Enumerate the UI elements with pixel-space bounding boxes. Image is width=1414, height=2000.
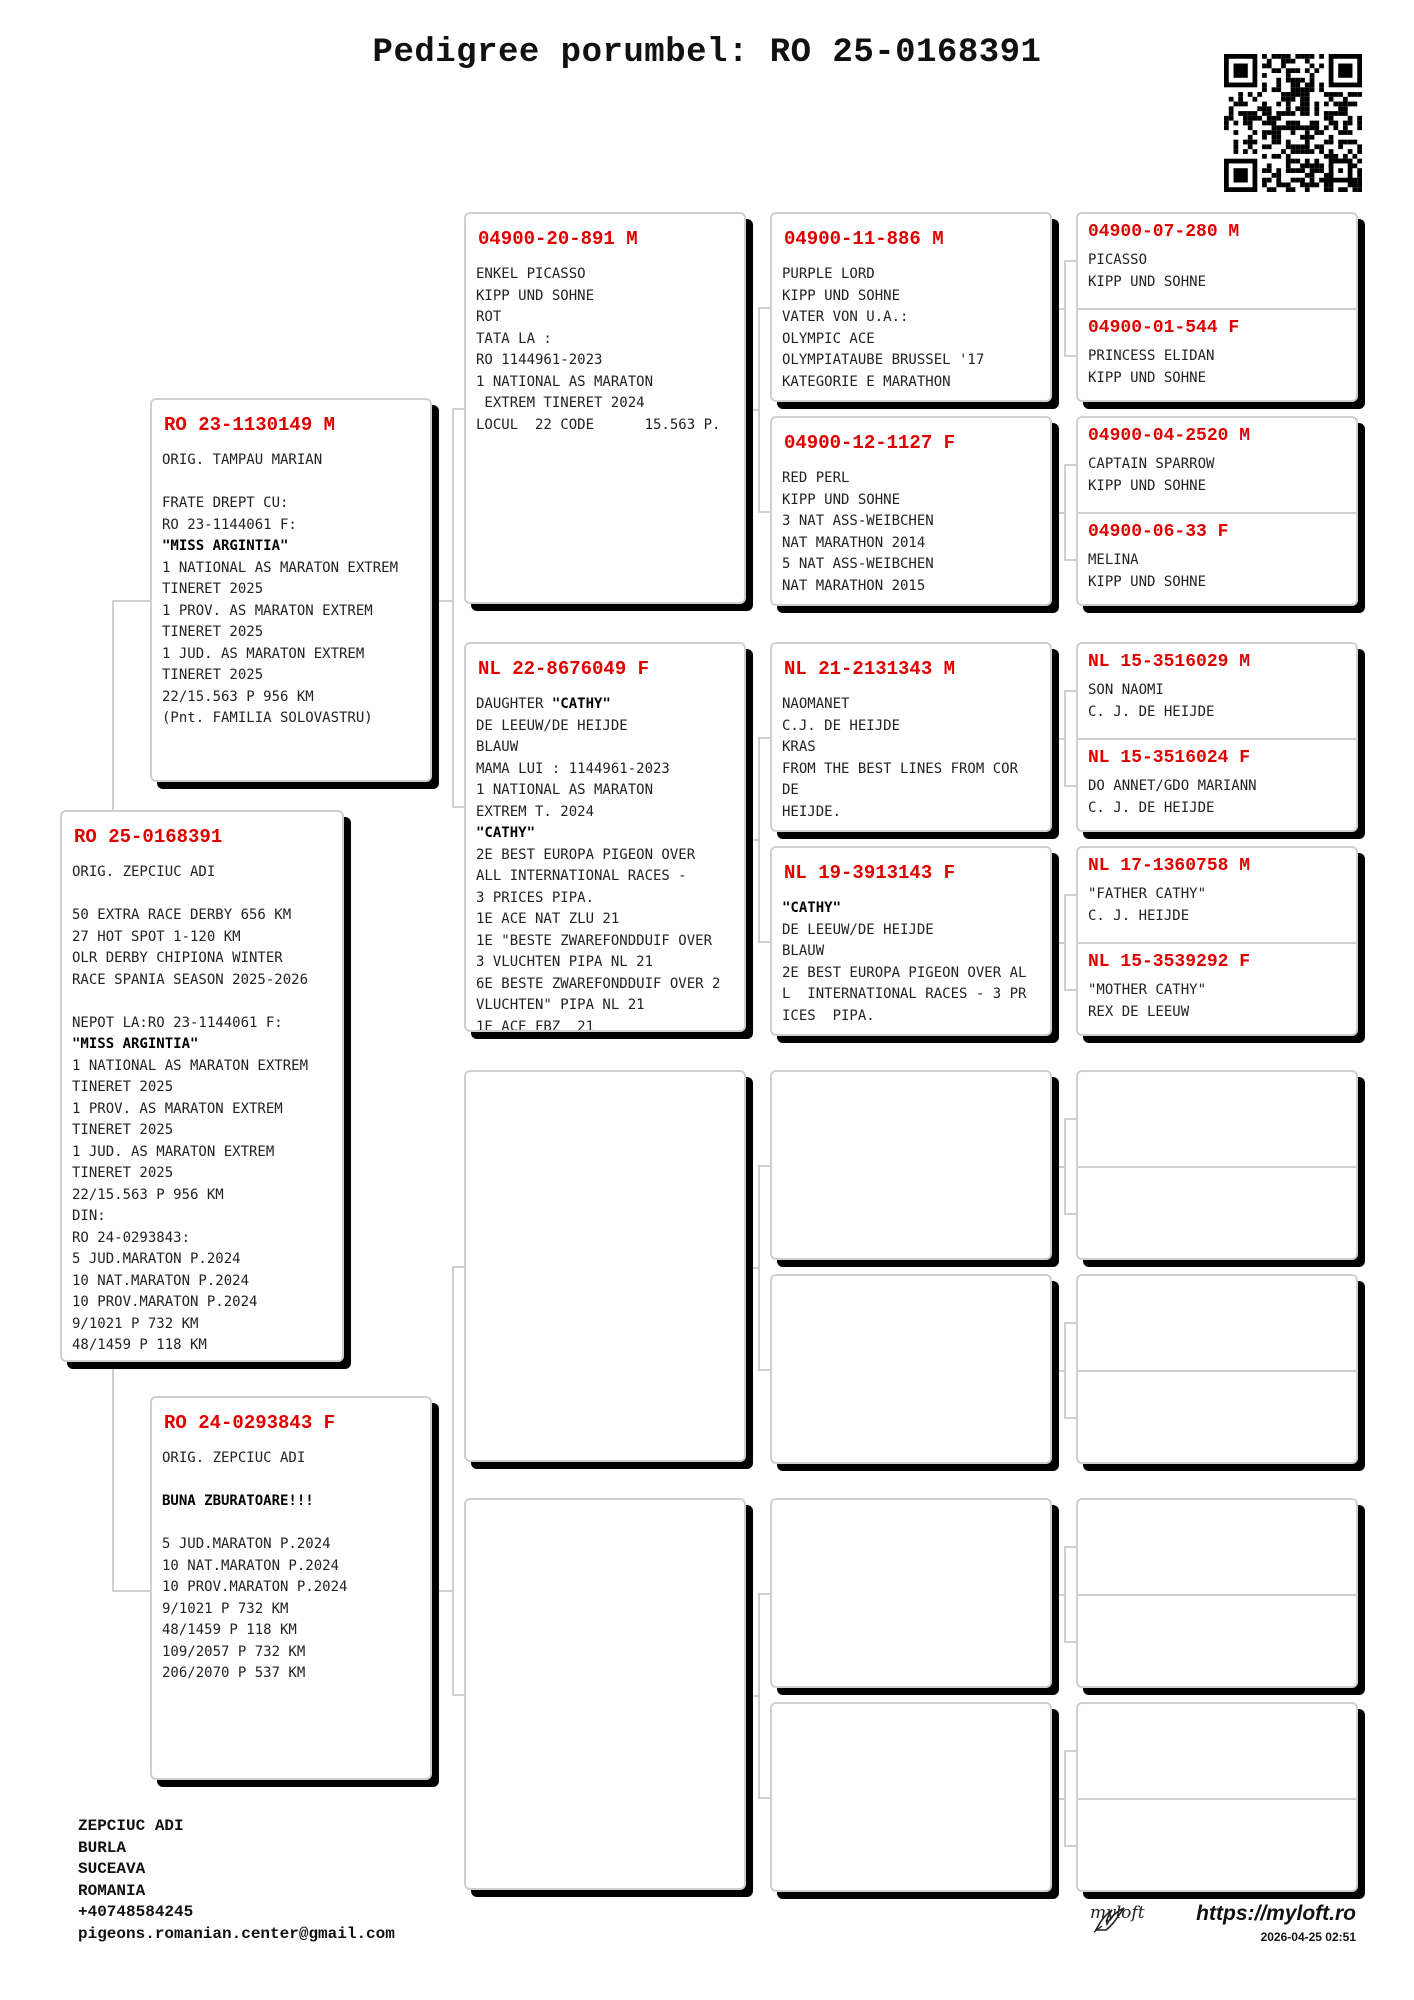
text-line: VATER VON U.A.: <box>782 309 909 325</box>
gen5-details <box>1088 550 1350 593</box>
text-line: ROT <box>476 309 502 325</box>
gen4-card-empty <box>770 1274 1052 1464</box>
text-line: NAOMANET <box>782 696 850 712</box>
gen3-ring: NL 22-8676049 F <box>478 658 650 680</box>
gen4-ring: NL 21-2131343 M <box>784 658 956 680</box>
text-line: TINERET 2025 <box>72 1079 174 1095</box>
text-line: KIPP UND SOHNE <box>1088 477 1207 494</box>
text-line <box>72 884 336 906</box>
gen5-divider <box>1078 738 1356 740</box>
gen3-card-sire-sire <box>464 212 746 604</box>
brand-logo-text: myloft <box>1090 1903 1145 1923</box>
gen5-divider <box>1078 512 1356 514</box>
text-line: 50 EXTRA RACE DERBY 656 KM <box>72 907 292 923</box>
gen3-card-sire-dam <box>464 642 746 1032</box>
text-line: 206/2070 P 537 KM <box>162 1665 306 1681</box>
text-line: 10 PROV.MARATON P.2024 <box>72 1294 258 1310</box>
gen5-details <box>1088 250 1350 293</box>
connector-line <box>112 600 152 602</box>
text-line: C. J. DE HEIJDE <box>1088 703 1215 720</box>
text-line: HEIJDE. <box>782 803 842 820</box>
text-line: BUNA ZBURATOARE!!! <box>162 1493 314 1509</box>
gen4-ring: 04900-11-886 M <box>784 228 944 250</box>
gen4-card <box>770 212 1052 402</box>
connector-line <box>1054 942 1066 944</box>
connector-line <box>1054 1370 1066 1372</box>
connector-line <box>1054 1798 1066 1800</box>
text-line: KIPP UND SOHNE <box>476 287 595 304</box>
text-line: RACE SPANIA SEASON 2025-2026 <box>72 971 309 988</box>
text-line: ORIG. ZEPCIUC ADI <box>72 864 216 880</box>
text-line <box>162 1513 424 1535</box>
text-line: TATA LA : <box>476 330 552 347</box>
text-line: 1E ACE NAT ZLU 21 <box>476 911 620 927</box>
text-line: 9/1021 P 732 KM <box>72 1315 199 1332</box>
gen5-card-pair <box>1076 846 1358 1036</box>
text-line: OLYMPIATAUBE BRUSSEL '17 <box>782 352 985 368</box>
text-line: KIPP UND SOHNE <box>782 287 901 304</box>
gen4-card-empty <box>770 1498 1052 1688</box>
text-line: 22/15.563 P 956 KM <box>162 688 314 705</box>
connector-line <box>452 408 454 808</box>
text-line: "MISS ARGINTIA" <box>162 538 289 554</box>
gen4-details <box>782 898 1044 1027</box>
text-line: CAPTAIN SPARROW <box>1088 456 1215 472</box>
text-line: 1 NATIONAL AS MARATON EXTREM <box>72 1057 309 1074</box>
connector-line <box>748 1695 760 1697</box>
text-line: TINERET 2025 <box>162 624 264 640</box>
text-line: OLR DERBY CHIPIONA WINTER <box>72 950 283 966</box>
text-line: DO ANNET/GDO MARIANN <box>1088 778 1257 794</box>
text-line: BLAUW <box>782 943 825 959</box>
gen4-card <box>770 846 1052 1036</box>
page-title: Pedigree porumbel: RO 25-0168391 <box>372 34 1042 72</box>
text-line: pigeons.romanian.center@gmail.com <box>78 1924 395 1943</box>
text-line: KIPP UND SOHNE <box>782 491 901 508</box>
text-line: 9/1021 P 732 KM <box>162 1600 289 1617</box>
gen4-card-empty <box>770 1070 1052 1260</box>
gen5-divider <box>1078 308 1356 310</box>
text-line: C. J. DE HEIJDE <box>1088 799 1215 816</box>
gen3-card-empty <box>464 1498 746 1890</box>
text-line: PICASSO <box>1088 252 1148 268</box>
text-line: ZEPCIUC ADI <box>78 1817 184 1835</box>
text-line: OLYMPIC ACE <box>782 330 875 347</box>
gen5-divider <box>1078 1370 1356 1372</box>
text-line: 3 PRICES PIPA. <box>476 889 595 906</box>
text-line: MAMA LUI : 1144961-2023 <box>476 760 670 777</box>
text-line: 10 PROV.MARATON P.2024 <box>162 1579 348 1595</box>
text-line: REX DE LEEUW <box>1088 1003 1190 1020</box>
connector-line <box>1054 308 1066 310</box>
subject-ring: RO 25-0168391 <box>74 826 223 848</box>
gen5-divider <box>1078 1594 1356 1596</box>
text-line: 1 PROV. AS MARATON EXTREM <box>72 1100 283 1117</box>
text-line: RED PERL <box>782 470 850 486</box>
text-line: BURLA <box>78 1838 127 1857</box>
text-line: DIN: <box>72 1208 106 1224</box>
dam-details <box>162 1448 424 1685</box>
text-line: DE LEEUW/DE HEIJDE <box>476 717 628 734</box>
text-line: 5 JUD.MARATON P.2024 <box>162 1536 331 1552</box>
gen5-details <box>1088 884 1350 927</box>
text-line: ALL INTERNATIONAL RACES - <box>476 868 687 884</box>
text-line <box>162 1470 424 1492</box>
gen4-card-empty <box>770 1702 1052 1892</box>
connector-line <box>748 409 760 411</box>
gen5-card-empty <box>1076 1070 1358 1260</box>
text-line: C. J. HEIJDE <box>1088 907 1190 924</box>
text-line: KIPP UND SOHNE <box>1088 573 1207 590</box>
text-line: ENKEL PICASSO <box>476 266 586 282</box>
gen4-ring: NL 19-3913143 F <box>784 862 956 884</box>
subject-details <box>72 862 336 1357</box>
gen5-ring: 04900-01-544 F <box>1088 318 1240 338</box>
text-line: 1E "BESTE ZWAREFONDDUIF OVER <box>476 932 713 949</box>
text-line: 48/1459 P 118 KM <box>162 1622 297 1638</box>
text-line: 1 NATIONAL AS MARATON <box>476 782 654 798</box>
text-line: SON NAOMI <box>1088 682 1164 698</box>
text-line: MELINA <box>1088 552 1139 568</box>
gen4-card <box>770 642 1052 832</box>
gen5-details <box>1088 454 1350 497</box>
text-line: 1 JUD. AS MARATON EXTREM <box>162 645 365 662</box>
gen5-card-empty <box>1076 1274 1358 1464</box>
gen3-ring: 04900-20-891 M <box>478 228 638 250</box>
dam-card <box>150 1396 432 1780</box>
connector-line <box>1054 1594 1066 1596</box>
text-line: DE <box>782 782 799 798</box>
text-line: PRINCESS ELIDAN <box>1088 348 1215 364</box>
gen5-card-empty <box>1076 1498 1358 1688</box>
text-line: 1E ACE FBZ 21 <box>476 1018 595 1032</box>
text-line <box>72 991 336 1013</box>
gen5-details <box>1088 346 1350 389</box>
gen5-ring: 04900-06-33 F <box>1088 522 1229 542</box>
gen5-details <box>1088 980 1350 1023</box>
text-line: DAUGHTER "CATHY" <box>476 696 611 712</box>
gen5-details <box>1088 680 1350 723</box>
text-line: 109/2057 P 732 KM <box>162 1643 306 1660</box>
connector-line <box>112 1590 152 1592</box>
text-line: C.J. DE HEIJDE <box>782 717 901 734</box>
text-line: "CATHY" <box>476 825 536 841</box>
gen5-ring: NL 15-3516024 F <box>1088 748 1251 768</box>
text-line: NAT MARATHON 2015 <box>782 577 926 594</box>
gen4-details <box>782 468 1044 597</box>
connector-line <box>1054 1166 1066 1168</box>
text-line: RO 24-0293843: <box>72 1229 191 1246</box>
dam-ring: RO 24-0293843 F <box>164 1412 336 1434</box>
text-line: 10 NAT.MARATON P.2024 <box>162 1557 340 1574</box>
connector-line <box>1054 512 1066 514</box>
text-line: NAT MARATHON 2014 <box>782 534 926 551</box>
text-line: 3 VLUCHTEN PIPA NL 21 <box>476 954 654 970</box>
text-line: 5 JUD.MARATON P.2024 <box>72 1251 241 1267</box>
text-line: TINERET 2025 <box>72 1165 174 1181</box>
gen4-details <box>782 264 1044 393</box>
gen5-ring: NL 15-3539292 F <box>1088 952 1251 972</box>
text-line: 1 PROV. AS MARATON EXTREM <box>162 602 373 619</box>
text-line: L INTERNATIONAL RACES - 3 PR <box>782 986 1027 1002</box>
sire-card <box>150 398 432 782</box>
text-line: TINERET 2025 <box>162 667 264 683</box>
text-line: 10 NAT.MARATON P.2024 <box>72 1272 250 1289</box>
gen3-details <box>476 264 738 436</box>
text-line: 1 NATIONAL AS MARATON <box>476 373 654 390</box>
text-line: TINERET 2025 <box>162 581 264 597</box>
gen4-card <box>770 416 1052 606</box>
text-line: DE LEEUW/DE HEIJDE <box>782 921 934 938</box>
text-line: FRATE DREPT CU: <box>162 495 289 511</box>
text-line: ORIG. TAMPAU MARIAN <box>162 452 323 468</box>
gen5-ring: 04900-04-2520 M <box>1088 426 1251 446</box>
text-line: ROMANIA <box>78 1881 146 1900</box>
text-line: 3 NAT ASS-WEIBCHEN <box>782 513 934 529</box>
text-line: TINERET 2025 <box>72 1122 174 1138</box>
text-line: "CATHY" <box>782 900 842 916</box>
owner-contact <box>78 1816 395 1945</box>
sire-ring: RO 23-1130149 M <box>164 414 336 436</box>
connector-line <box>748 839 760 841</box>
connector-line <box>452 1266 454 1696</box>
gen5-divider <box>1078 1166 1356 1168</box>
text-line: KIPP UND SOHNE <box>1088 273 1207 290</box>
text-line: +40748584245 <box>78 1903 194 1921</box>
gen5-divider <box>1078 1798 1356 1800</box>
text-line: 48/1459 P 118 KM <box>72 1337 207 1353</box>
gen5-divider <box>1078 942 1356 944</box>
site-url[interactable]: https://myloft.ro <box>1196 1902 1356 1925</box>
text-line: 2E BEST EUROPA PIGEON OVER <box>476 846 696 863</box>
text-line: 27 HOT SPOT 1-120 KM <box>72 928 241 945</box>
text-line: 1 JUD. AS MARATON EXTREM <box>72 1143 275 1160</box>
text-line: BLAUW <box>476 739 519 755</box>
subject-card <box>60 810 344 1362</box>
text-line: KATEGORIE E MARATHON <box>782 373 951 390</box>
text-line: ORIG. ZEPCIUC ADI <box>162 1450 306 1466</box>
gen4-details <box>782 694 1044 823</box>
text-line: KIPP UND SOHNE <box>1088 369 1207 386</box>
gen3-details <box>476 694 738 1032</box>
connector-line <box>1054 738 1066 740</box>
text-line: EXTREM TINERET 2024 <box>476 395 645 411</box>
text-line: "MISS ARGINTIA" <box>72 1036 199 1052</box>
text-line: RO 1144961-2023 <box>476 352 603 368</box>
gen5-card-empty <box>1076 1702 1358 1892</box>
text-line: ICES PIPA. <box>782 1007 875 1024</box>
generated-timestamp: 2026-04-25 02:51 <box>1260 1930 1356 1944</box>
text-line: RO 23-1144061 F: <box>162 516 297 533</box>
connector-line <box>748 1267 760 1269</box>
gen5-card-pair <box>1076 212 1358 402</box>
connector-line <box>434 600 454 602</box>
text-line: SUCEAVA <box>78 1860 146 1878</box>
gen5-ring: 04900-07-280 M <box>1088 222 1240 242</box>
text-line: 22/15.563 P 956 KM <box>72 1186 224 1203</box>
text-line: "MOTHER CATHY" <box>1088 982 1207 998</box>
qr-code-icon <box>1224 54 1362 192</box>
gen5-ring: NL 15-3516029 M <box>1088 652 1251 672</box>
text-line: FROM THE BEST LINES FROM COR <box>782 760 1019 777</box>
text-line: "FATHER CATHY" <box>1088 886 1207 902</box>
text-line: 1 NATIONAL AS MARATON EXTREM <box>162 559 399 576</box>
gen5-card-pair <box>1076 416 1358 606</box>
sire-details <box>162 450 424 730</box>
gen3-card-empty <box>464 1070 746 1462</box>
text-line: 6E BESTE ZWAREFONDDUIF OVER 2 <box>476 975 721 992</box>
text-line: 5 NAT ASS-WEIBCHEN <box>782 556 934 572</box>
gen5-details <box>1088 776 1350 819</box>
connector-line <box>434 1590 454 1592</box>
text-line: 2E BEST EUROPA PIGEON OVER AL <box>782 964 1027 981</box>
text-line: PURPLE LORD <box>782 266 875 282</box>
text-line <box>162 472 424 494</box>
text-line: EXTREM T. 2024 <box>476 803 595 820</box>
text-line: KRAS <box>782 739 816 755</box>
text-line: LOCUL 22 CODE 15.563 P. <box>476 416 721 433</box>
gen5-ring: NL 17-1360758 M <box>1088 856 1251 876</box>
text-line: (Pnt. FAMILIA SOLOVASTRU) <box>162 710 373 726</box>
text-line: NEPOT LA:RO 23-1144061 F: <box>72 1014 283 1031</box>
gen4-ring: 04900-12-1127 F <box>784 432 956 454</box>
gen5-card-pair <box>1076 642 1358 832</box>
text-line: VLUCHTEN" PIPA NL 21 <box>476 997 645 1013</box>
